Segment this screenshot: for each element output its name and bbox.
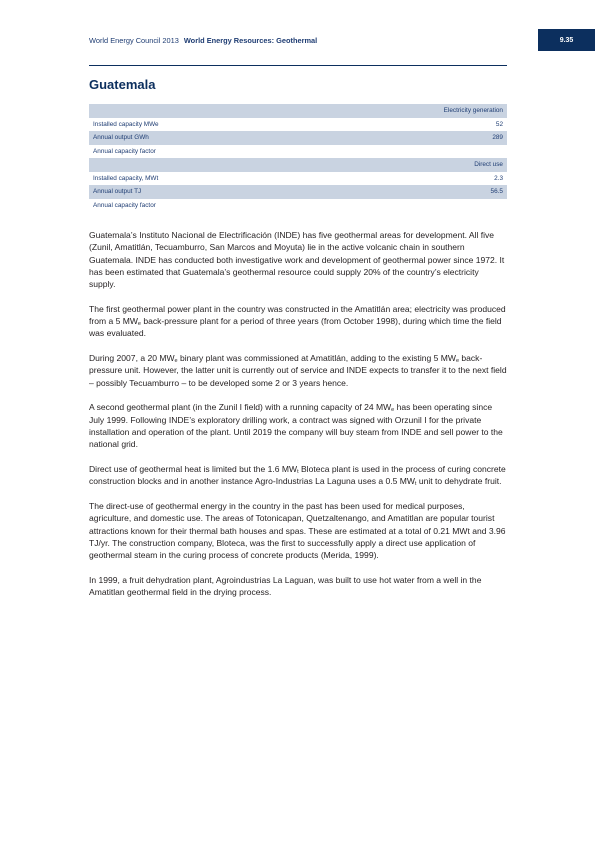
row-label: Annual output TJ bbox=[93, 188, 142, 196]
resources-table bbox=[89, 104, 507, 212]
paragraph-inde-overview: Guatemala’s Instituto Nacional de Electrificación (INDE) has five geothermal areas for development. All five (Zunil, Amatitlán, Tecuamburro, San Marcos and Moyuta) lie in the active volcanic chain in southern Guatemala. INDE has conducted both investigative work and development of geothermal power since 1972. It has been estimated that Guatemala’s geothermal resource could supply 20% of the country’s electricity supply. bbox=[89, 230, 505, 290]
paragraph-fruit-dehydration: In 1999, a fruit dehydration plant, Agroindustrias La Laguan, was built to use hot water from a well in the Amatitlan geothermal field in the drying process. bbox=[89, 574, 482, 598]
row-label: Annual output GWh bbox=[93, 134, 149, 142]
row-value: 2.3 bbox=[494, 174, 503, 182]
section-header-label: Electricity generation bbox=[443, 107, 503, 115]
table-row bbox=[89, 185, 507, 199]
table-row bbox=[89, 172, 507, 186]
page-title: Guatemala bbox=[89, 77, 156, 92]
paragraph-binary-plant: During 2007, a 20 $MW_e$ binary plant was commissioned at Amatitlán, adding to the existing 5 $MW_e$ back-pressure unit. However, the latter unit is currently out of service and INDE expects to transfer it to the next field – possibly Tecuamburro – to be developed some 2 or 3 years hence. bbox=[89, 353, 507, 388]
row-value: 289 bbox=[492, 134, 503, 142]
page-number-badge: 9.35 bbox=[538, 29, 595, 51]
publisher-label: World Energy Council 2013 bbox=[89, 36, 179, 45]
table-row bbox=[89, 118, 507, 132]
paragraph-zunil-plant: A second geothermal plant (in the Zunil I field) with a running capacity of 24 $MW_e$ has been operating since July 1999. Following INDE’s exploratory drilling work, a contract was signed with Orzunil I for the private installation and operation of the plant. Until 2019 the company will buy steam from INDE and sell power to the national grid. bbox=[89, 402, 503, 450]
table-row bbox=[89, 131, 507, 145]
header-divider bbox=[89, 65, 507, 66]
row-value: 52 bbox=[495, 120, 503, 128]
table-row bbox=[89, 199, 507, 213]
row-label: Installed capacity, MWt bbox=[93, 174, 159, 182]
row-label: Annual capacity factor bbox=[93, 147, 156, 155]
paragraph-direct-use-history: The direct-use of geothermal energy in the country in the past has been used for medical purposes, agriculture, and domestic use. The areas of Totonicapan, Quetzaltenango, and Amatitlan are popular tourist attractions known for their thermal bath houses and spas. These are estimated at a total of 0.21 MWt and 3.96 TJ/yr. The construction company, Bloteca, was the first to successfully apply a direct use application of geothermal steam in the curing process of concrete products (Merida, 1999). bbox=[89, 501, 506, 561]
report-title: World Energy Resources: Geothermal bbox=[183, 36, 318, 45]
table-section-header-electricity bbox=[89, 104, 507, 118]
body-text bbox=[89, 229, 507, 611]
running-header bbox=[89, 36, 509, 45]
row-value: 56.5 bbox=[490, 188, 503, 196]
paragraph-direct-use: Direct use of geothermal heat is limited but the 1.6 $MW_t$ Bloteca plant is used in the process of curing concrete construction blocks and in another instance Agro-Industrias La Laguna uses a 0.5 $MW_t$ unit to dehydrate fruit. bbox=[89, 464, 506, 488]
row-label: Annual capacity factor bbox=[93, 201, 156, 209]
section-header-label: Direct use bbox=[474, 161, 503, 169]
table-section-header-direct-use bbox=[89, 158, 507, 172]
row-label: Installed capacity MWe bbox=[93, 120, 159, 128]
paragraph-first-plant: The first geothermal power plant in the country was constructed in the Amatitlán area; electricity was produced from a 5 $MW_e$ back-pressure plant for a period of three years (from October 1998), during which time the field was evaluated. bbox=[89, 303, 506, 339]
table-row bbox=[89, 145, 507, 159]
